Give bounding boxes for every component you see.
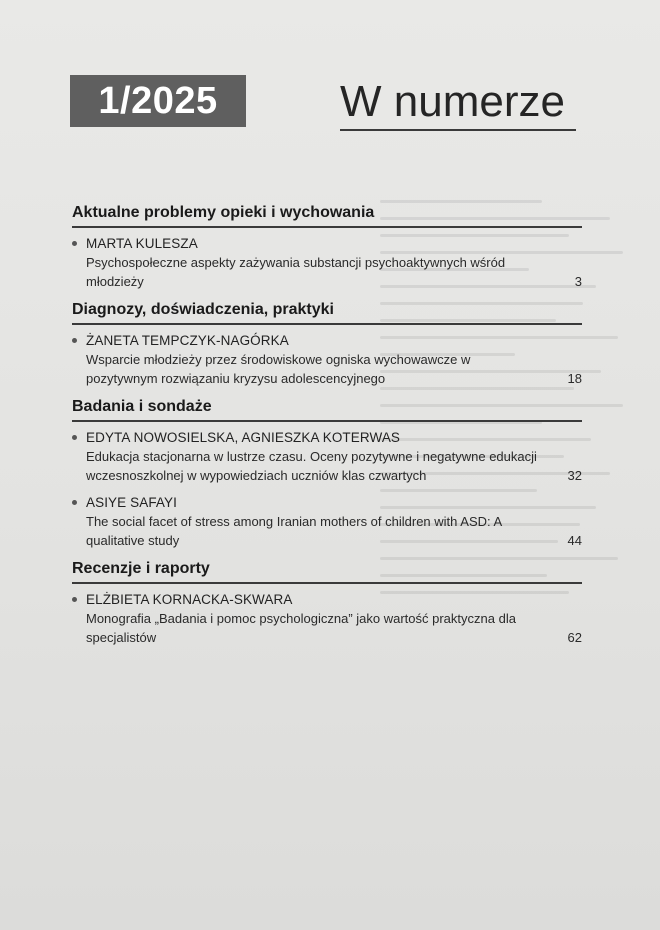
bullet-icon <box>72 241 77 246</box>
bullet-icon <box>72 597 77 602</box>
entry-author: MARTA KULESZA <box>86 236 198 251</box>
issue-number-badge: 1/2025 <box>70 75 246 127</box>
entry-page-number: 18 <box>567 371 582 386</box>
entry-author: ELŻBIETA KORNACKA-SKWARA <box>86 592 293 607</box>
toc-entry[interactable] <box>72 331 582 388</box>
entry-author: ŻANETA TEMPCZYK-NAGÓRKA <box>86 333 289 348</box>
toc-entry[interactable] <box>72 428 582 485</box>
bullet-icon <box>72 338 77 343</box>
entry-title: Edukacja stacjonarna w lustrze czasu. Oceny pozytywne i negatywne edukacji wczesnoszkolnej w wypowiedziach uczniów klas czwartych <box>86 449 537 483</box>
entry-title: The social facet of stress among Iranian mothers of children with ASD: A qualitative study <box>86 514 502 548</box>
toc-section <box>72 396 582 550</box>
section-heading: Badania i sondaże <box>72 396 582 422</box>
table-of-contents <box>72 202 582 655</box>
entry-title: Psychospołeczne aspekty zażywania substancji psychoaktywnych wśród młodzieży <box>86 255 506 289</box>
page-title: W numerze <box>340 77 565 126</box>
entry-title: Wsparcie młodzieży przez środowiskowe ogniska wychowawcze w pozytywnym rozwiązaniu kryzysu adolescencyjnego <box>86 352 471 386</box>
toc-entry[interactable] <box>72 493 582 550</box>
entry-title: Monografia „Badania i pomoc psychologiczna” jako wartość praktyczna dla specjalistów <box>86 611 516 645</box>
toc-section <box>72 299 582 388</box>
toc-section <box>72 202 582 291</box>
bullet-icon <box>72 435 77 440</box>
section-heading: Aktualne problemy opieki i wychowania <box>72 202 582 228</box>
toc-entry[interactable] <box>72 590 582 647</box>
entry-page-number: 62 <box>567 630 582 645</box>
entry-page-number: 32 <box>567 468 582 483</box>
section-heading: Diagnozy, doświadczenia, praktyki <box>72 299 582 325</box>
bullet-icon <box>72 500 77 505</box>
entry-author: EDYTA NOWOSIELSKA, AGNIESZKA KOTERWAS <box>86 430 401 445</box>
toc-section <box>72 558 582 647</box>
entry-page-number: 44 <box>567 533 582 548</box>
entry-author: ASIYE SAFAYI <box>86 495 177 510</box>
title-underline <box>340 129 576 131</box>
section-heading: Recenzje i raporty <box>72 558 582 584</box>
toc-entry[interactable] <box>72 234 582 291</box>
entry-page-number: 3 <box>574 274 582 289</box>
